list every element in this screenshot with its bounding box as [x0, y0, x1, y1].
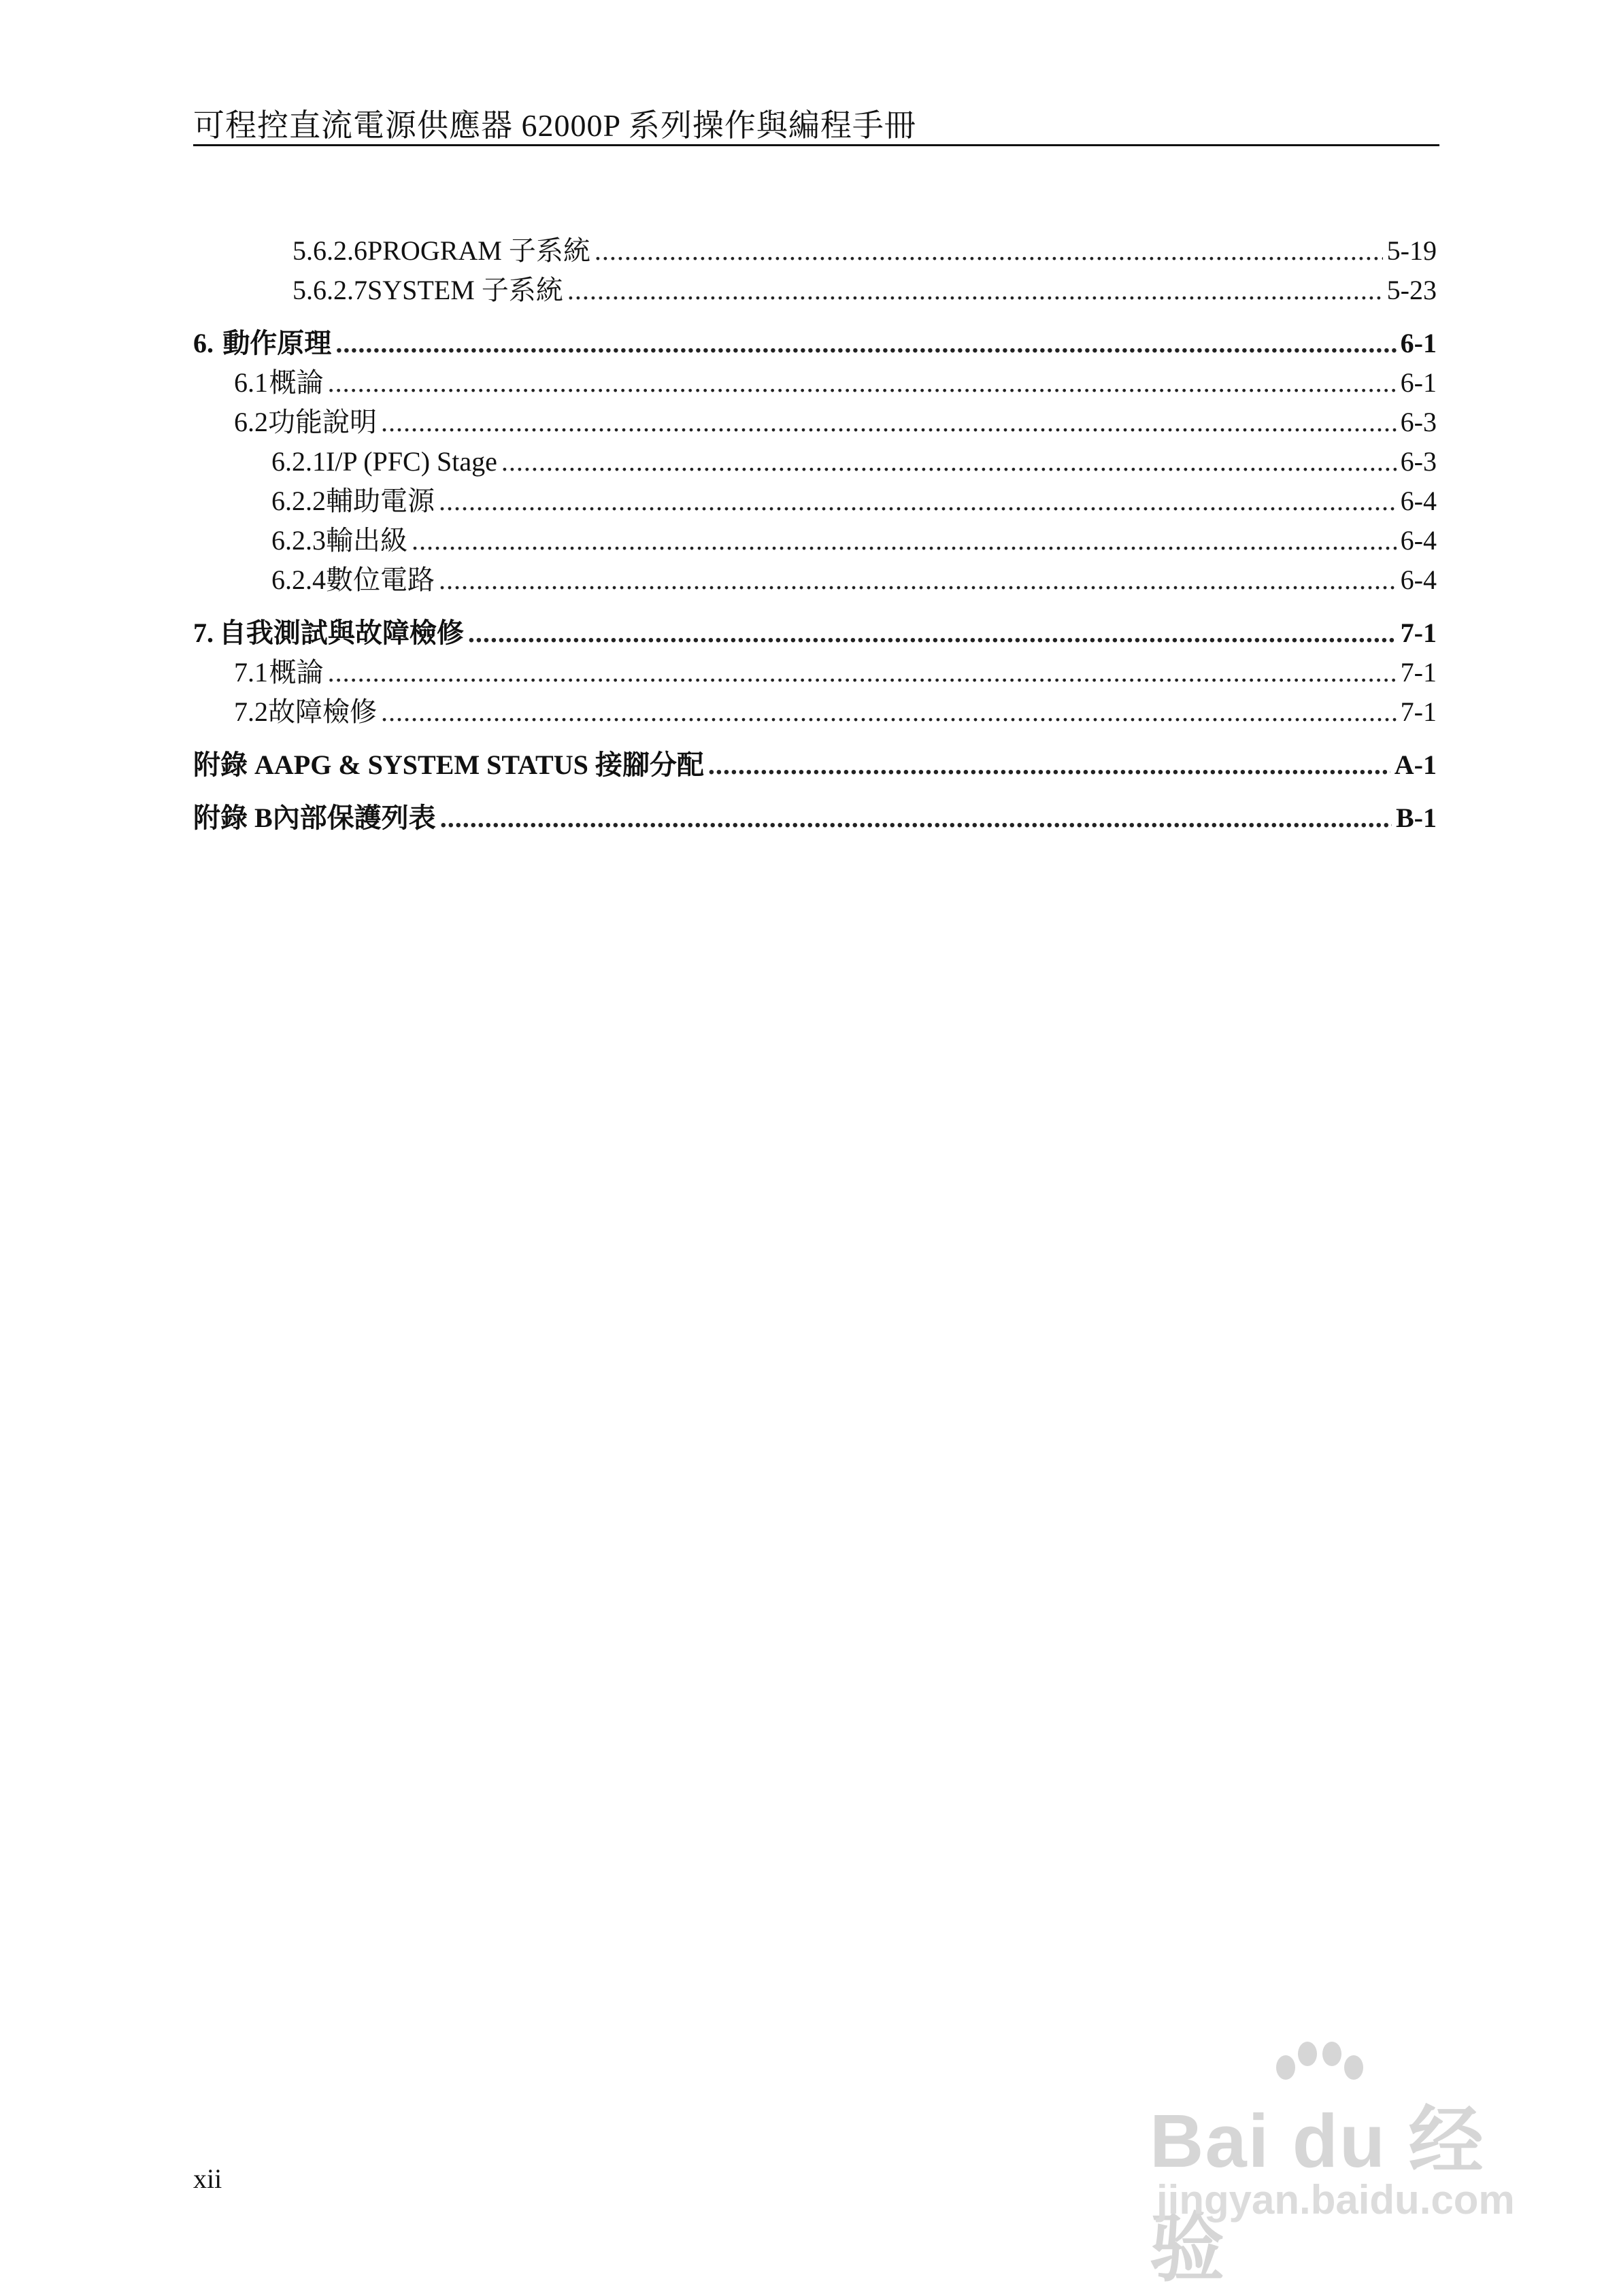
toc-entry-title: 概論: [269, 657, 324, 688]
toc-dot-leader: [468, 613, 1397, 653]
toc-entry-page: 7-1: [1400, 696, 1437, 727]
toc-entry[interactable]: [193, 613, 1437, 653]
toc-entry-page: 6-4: [1400, 486, 1437, 516]
toc-dot-leader: [381, 692, 1397, 732]
toc-dot-leader: [328, 653, 1397, 692]
toc-entry-title: I/P (PFC) Stage: [326, 446, 497, 477]
header-divider: [193, 144, 1439, 146]
toc-entry-page: 6-4: [1400, 525, 1437, 556]
toc-entry-page: 5-19: [1386, 235, 1437, 266]
toc-dot-leader: [439, 482, 1397, 521]
toc-entry-number: 7.: [193, 618, 214, 648]
toc-entry-page: A-1: [1394, 749, 1437, 780]
toc-entry-page: B-1: [1396, 803, 1437, 833]
toc-dot-leader: [439, 560, 1397, 600]
toc-entry[interactable]: [193, 653, 1437, 692]
toc-dot-leader: [412, 521, 1397, 560]
toc-entry[interactable]: [193, 482, 1437, 521]
toc-entry-number: 附錄 A: [193, 749, 274, 780]
toc-entry-page: 6-3: [1400, 446, 1437, 477]
toc-entry-title: APG & SYSTEM STATUS 接腳分配: [273, 749, 704, 780]
toc-entry[interactable]: [193, 521, 1437, 560]
toc-entry-page: 7-1: [1400, 657, 1437, 688]
toc-entry-title: 輸出級: [326, 525, 407, 556]
toc-entry-number: 6.2.1: [271, 446, 326, 477]
toc-entry-number: 6.2.4: [271, 564, 326, 595]
toc-dot-leader: [440, 798, 1392, 838]
toc-entry-title: 概論: [269, 367, 324, 398]
toc-dot-leader: [708, 745, 1390, 785]
toc-dot-leader: [335, 324, 1396, 363]
toc-entry-page: 6-1: [1400, 367, 1437, 398]
toc-entry-title: SYSTEM 子系統: [367, 275, 563, 305]
toc-dot-leader: [595, 231, 1383, 271]
toc-entry-title: 功能說明: [268, 407, 377, 437]
toc-dot-leader: [381, 403, 1397, 442]
toc-entry[interactable]: [193, 231, 1437, 271]
toc-entry-page: 5-23: [1386, 275, 1437, 305]
page-number: xii: [193, 2163, 222, 2194]
toc-entry-title: 數位電路: [326, 564, 435, 595]
toc-entry[interactable]: [193, 363, 1437, 403]
toc-entry[interactable]: [193, 442, 1437, 482]
toc-entry-number: 6.: [193, 328, 214, 358]
toc-entry-page: 7-1: [1400, 618, 1437, 648]
toc-entry-title: 內部保護列表: [272, 803, 436, 833]
toc-entry-number: 6.2: [234, 407, 268, 437]
toc-dot-leader: [328, 363, 1397, 403]
table-of-contents: [193, 231, 1437, 838]
toc-entry-number: 6.2.2: [271, 486, 326, 516]
toc-entry-title: 動作原理: [222, 328, 332, 358]
toc-entry-number: 5.6.2.6: [293, 235, 367, 266]
toc-entry[interactable]: [193, 692, 1437, 732]
toc-entry-number: 6.2.3: [271, 525, 326, 556]
toc-dot-leader: [501, 442, 1397, 482]
toc-entry-number: 6.1: [234, 367, 268, 398]
baidu-watermark: [1150, 2040, 1531, 2291]
toc-entry[interactable]: [193, 745, 1437, 785]
toc-entry[interactable]: [193, 324, 1437, 363]
toc-entry-title: 故障檢修: [268, 696, 377, 727]
toc-entry-page: 6-3: [1400, 407, 1437, 437]
watermark-logo: Bai du 经验: [1150, 2099, 1485, 2291]
toc-entry[interactable]: [193, 403, 1437, 442]
toc-entry[interactable]: [193, 271, 1437, 310]
toc-entry-title: 輔助電源: [326, 486, 435, 516]
watermark-url: jingyan.baidu.com: [1156, 2177, 1515, 2223]
toc-entry-page: 6-1: [1400, 328, 1437, 358]
toc-entry[interactable]: [193, 560, 1437, 600]
toc-entry-title: 自我測試與故障檢修: [218, 618, 464, 648]
toc-entry-number: 7.2: [234, 696, 268, 727]
toc-dot-leader: [567, 271, 1383, 310]
toc-entry-number: 附錄 B: [193, 803, 273, 833]
toc-entry[interactable]: [193, 798, 1437, 838]
document-title: 可程控直流電源供應器 62000P 系列操作與編程手冊: [193, 108, 916, 143]
toc-entry-number: 7.1: [234, 657, 268, 688]
toc-entry-number: 5.6.2.7: [293, 275, 367, 305]
toc-entry-title: PROGRAM 子系統: [367, 235, 590, 266]
toc-entry-page: 6-4: [1400, 564, 1437, 595]
